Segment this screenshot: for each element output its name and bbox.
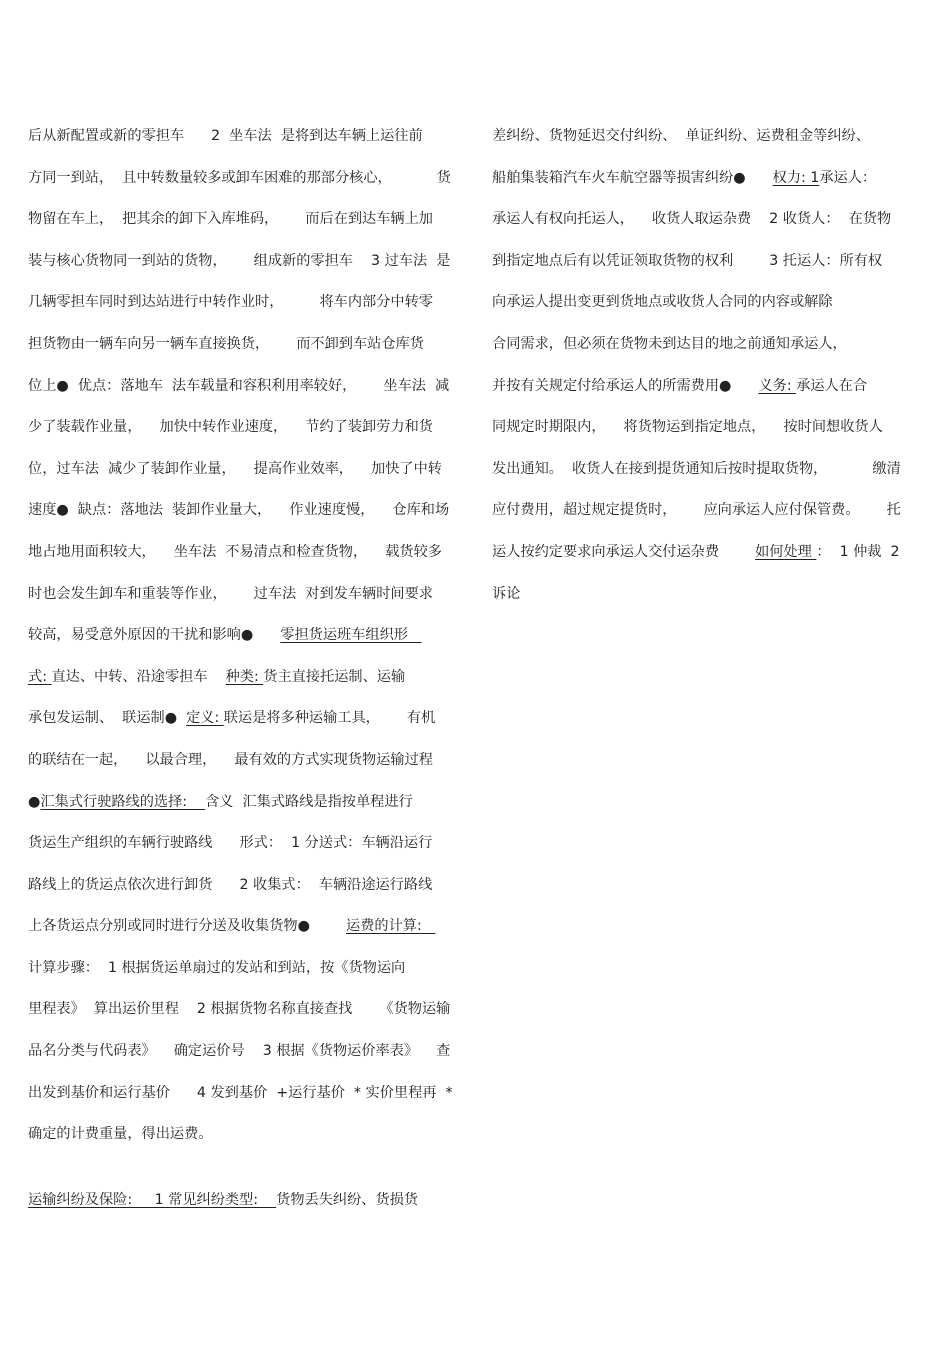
left-text-line bbox=[28, 409, 460, 451]
text-run: 承运人有权向托运人， 收货人取运杂费 2 收货人： 在货物 bbox=[492, 211, 892, 228]
text-run: 到指定地点后有以凭证领取货物的权利 3 托运人：所有权 bbox=[492, 252, 883, 269]
text-run: 差纠纷、货物延迟交付纠纷、 单证纠纷、运费租金等纠纷、 bbox=[492, 128, 870, 144]
left-text-line bbox=[28, 825, 460, 867]
left-text-line bbox=[28, 950, 460, 992]
text-run: 装与核心货物同一到站的货物， 组成新的零担车 3 过车法 是 bbox=[28, 252, 451, 269]
text-run: 品名分类与代码表》 确定运价号 3 根据《货物运价率表》 查 bbox=[28, 1043, 451, 1060]
text-run: 较高，易受意外原因的干扰和影响● bbox=[28, 627, 281, 644]
underlined-heading: 运费的计算: bbox=[346, 918, 436, 935]
left-text-line bbox=[28, 201, 460, 243]
left-paragraph-gap bbox=[28, 1158, 460, 1182]
left-text-line bbox=[28, 659, 460, 701]
underlined-heading: 如何处理 bbox=[755, 543, 817, 560]
text-run: 货主直接托运制、运输 bbox=[263, 668, 406, 685]
text-run: 时也会发生卸车和重装等作业， 过车法 对到发车辆时间要求 bbox=[28, 585, 433, 602]
text-run: 承包发运制、 联运制● bbox=[28, 710, 187, 727]
text-run: 货物丢失纠纷、货损货 bbox=[276, 1191, 419, 1208]
left-text-line bbox=[28, 1182, 460, 1224]
right-text-line bbox=[492, 368, 906, 410]
left-text-line bbox=[28, 991, 460, 1033]
text-run: 货运生产组织的车辆行驶路线 形式： 1 分送式：车辆沿运行 bbox=[28, 835, 433, 852]
underlined-heading: 运输纠纷及保险: 1 常见纠纷类型: bbox=[28, 1191, 277, 1208]
right-text-line bbox=[492, 576, 906, 618]
left-text-line bbox=[28, 617, 460, 659]
left-text-line bbox=[28, 908, 460, 950]
left-text-line bbox=[28, 492, 460, 534]
text-run: 确定的计费重量，得出运费。 bbox=[28, 1126, 213, 1143]
left-text-line bbox=[28, 160, 460, 202]
text-run: 地占地用面积较大， 坐车法 不易清点和检查货物， 载货较多 bbox=[28, 543, 442, 560]
right-text-line bbox=[492, 409, 906, 451]
text-run: 向承运人提出变更到货地点或收货人合同的内容或解除 bbox=[492, 294, 833, 311]
text-run: 位，过车法 减少了装卸作业量， 提高作业效率， 加快了中转 bbox=[28, 460, 442, 477]
left-text-line bbox=[28, 576, 460, 618]
left-text-line bbox=[28, 243, 460, 285]
text-run: 联运是将多种运输工具， 有机 bbox=[223, 710, 436, 727]
left-text-line bbox=[28, 534, 460, 576]
text-run: 出发到基价和运行基价 4 发到基价 +运行基价 * 实价里程再 * bbox=[28, 1084, 453, 1101]
left-text-line bbox=[28, 326, 460, 368]
text-run: 同规定时期限内， 将货物运到指定地点， 按时间想收货人 bbox=[492, 419, 883, 436]
left-text-line bbox=[28, 284, 460, 326]
right-text-line bbox=[492, 160, 906, 202]
text-run: 计算步骤： 1 根据货运单扇过的发站和到站，按《货物运向 bbox=[28, 959, 406, 976]
left-text-line bbox=[28, 118, 460, 160]
text-run: 速度● 缺点：落地法 装卸作业量大， 作业速度慢， 仓库和场 bbox=[28, 502, 450, 519]
right-text-line bbox=[492, 326, 906, 368]
text-run: 承运人在合 bbox=[796, 377, 868, 394]
underlined-heading: 式: bbox=[28, 668, 52, 685]
text-run: 几辆零担车同时到达站进行中转作业时， 将车内部分中转零 bbox=[28, 294, 433, 311]
left-text-line bbox=[28, 700, 460, 742]
text-run: 路线上的货运点依次进行卸货 2 收集式： 车辆沿途运行路线 bbox=[28, 876, 433, 893]
text-run: 物留在车上， 把其余的卸下入库堆码， 而后在到达车辆上加 bbox=[28, 211, 433, 228]
text-run: 方同一到站， 且中转数量较多或卸车困难的那部分核心， 货 bbox=[28, 169, 451, 186]
left-text-line bbox=[28, 867, 460, 909]
text-run: ： 1 仲裁 2 bbox=[816, 543, 900, 560]
underlined-heading: 权力: 1 bbox=[772, 169, 820, 186]
text-run: ● bbox=[28, 793, 41, 810]
text-run: 的联结在一起， 以最合理， 最有效的方式实现货物运输过程 bbox=[28, 751, 433, 768]
left-text-line bbox=[28, 1116, 460, 1158]
underlined-heading: 汇集式行驶路线的选择: bbox=[40, 793, 206, 810]
left-text-column bbox=[28, 118, 460, 1223]
underlined-heading: 定义: bbox=[186, 710, 224, 727]
left-text-line bbox=[28, 742, 460, 784]
text-run: 合同需求，但必须在货物未到达目的地之前通知承运人， bbox=[492, 335, 847, 352]
text-run: 承运人： bbox=[819, 169, 877, 186]
underlined-heading: 种类: bbox=[225, 668, 264, 685]
text-run: 后从新配置或新的零担车 2 坐车法 是将到达车辆上运往前 bbox=[28, 128, 423, 144]
text-run: 上各货运点分别或同时进行分送及收集货物● bbox=[28, 918, 347, 935]
text-run: 应付费用，超过规定提货时， 应向承运人应付保管费。 托 bbox=[492, 502, 901, 519]
text-run: 含义 汇集式路线是指按单程进行 bbox=[205, 793, 413, 810]
left-text-line bbox=[28, 368, 460, 410]
text-run: 船舶集装箱汽车火车航空器等损害纠纷● bbox=[492, 169, 773, 186]
left-text-line bbox=[28, 451, 460, 493]
right-text-line bbox=[492, 534, 906, 576]
text-run: 直达、中转、沿途零担车 bbox=[51, 668, 226, 685]
text-run: 里程表》 算出运价里程 2 根据货物名称直接查找 《货物运输 bbox=[28, 1001, 451, 1018]
right-text-line bbox=[492, 201, 906, 243]
left-text-line bbox=[28, 1033, 460, 1075]
text-run: 发出通知。 收货人在接到提货通知后按时提取货物， 缴清 bbox=[492, 460, 901, 477]
text-run: 运人按约定要求向承运人交付运杂费 bbox=[492, 543, 756, 560]
left-text-line bbox=[28, 1075, 460, 1117]
right-text-line bbox=[492, 451, 906, 493]
text-run: 位上● 优点：落地车 法车载量和容积利用率较好， 坐车法 减 bbox=[28, 377, 450, 394]
underlined-heading: 零担货运班车组织形 bbox=[280, 627, 422, 644]
right-text-line bbox=[492, 284, 906, 326]
text-run: 并按有关规定付给承运人的所需费用● bbox=[492, 377, 759, 394]
right-text-column bbox=[492, 118, 906, 617]
right-text-line bbox=[492, 118, 906, 160]
left-text-line bbox=[28, 784, 460, 826]
right-text-line bbox=[492, 243, 906, 285]
text-run: 诉论 bbox=[492, 585, 521, 602]
text-run: 担货物由一辆车向另一辆车直接换货， 而不卸到车站仓库货 bbox=[28, 335, 424, 352]
text-run: 少了装载作业量， 加快中转作业速度， 节约了装卸劳力和货 bbox=[28, 419, 433, 436]
underlined-heading: 义务: bbox=[758, 377, 797, 394]
right-text-line bbox=[492, 492, 906, 534]
